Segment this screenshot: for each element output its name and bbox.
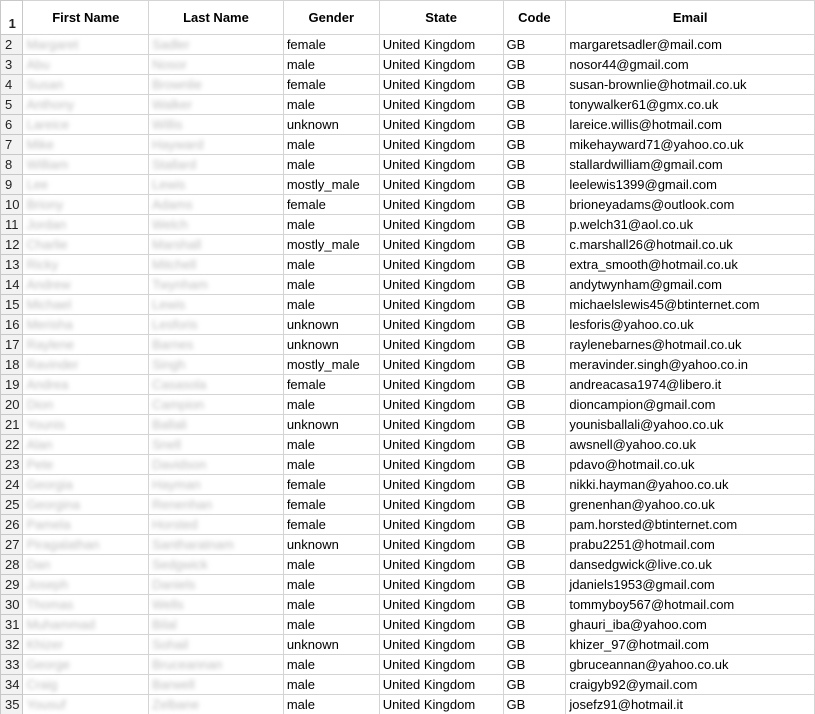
table-row <box>1 395 815 415</box>
cell-first-name[interactable]: Lee <box>23 175 149 195</box>
cell-state[interactable]: United Kingdom <box>379 415 503 435</box>
table-row <box>1 275 815 295</box>
cell-code[interactable]: GB <box>503 555 566 575</box>
column-header-last-name[interactable]: Last Name <box>149 1 284 35</box>
cell-code[interactable]: GB <box>503 35 566 55</box>
row-header[interactable]: 29 <box>1 575 23 595</box>
cell-state[interactable]: United Kingdom <box>379 155 503 175</box>
table-row <box>1 455 815 475</box>
cell-gender[interactable]: female <box>283 475 379 495</box>
cell-gender[interactable]: female <box>283 495 379 515</box>
row-header[interactable]: 20 <box>1 395 23 415</box>
table-row <box>1 175 815 195</box>
cell-last-name[interactable]: Twynham <box>149 275 284 295</box>
cell-last-name[interactable]: Daniels <box>149 575 284 595</box>
cell-last-name[interactable]: Lesforis <box>149 315 284 335</box>
cell-code[interactable]: GB <box>503 295 566 315</box>
cell-gender[interactable]: female <box>283 75 379 95</box>
cell-state[interactable]: United Kingdom <box>379 55 503 75</box>
cell-state[interactable]: United Kingdom <box>379 235 503 255</box>
row-header[interactable]: 9 <box>1 175 23 195</box>
cell-gender[interactable]: male <box>283 275 379 295</box>
cell-gender[interactable]: male <box>283 395 379 415</box>
cell-email[interactable]: susan-brownlie@hotmail.co.uk <box>566 75 815 95</box>
row-header[interactable]: 32 <box>1 635 23 655</box>
cell-state[interactable]: United Kingdom <box>379 175 503 195</box>
cell-email[interactable]: dioncampion@gmail.com <box>566 395 815 415</box>
cell-first-name[interactable]: Lareice <box>23 115 149 135</box>
cell-state[interactable]: United Kingdom <box>379 615 503 635</box>
cell-last-name[interactable]: Willis <box>149 115 284 135</box>
cell-last-name[interactable]: Zelbane <box>149 695 284 714</box>
cell-email[interactable]: gbruceannan@yahoo.co.uk <box>566 655 815 675</box>
cell-email[interactable]: meravinder.singh@yahoo.co.in <box>566 355 815 375</box>
cell-last-name[interactable]: Lewis <box>149 175 284 195</box>
table-row <box>1 535 815 555</box>
cell-last-name[interactable]: Sedgwick <box>149 555 284 575</box>
cell-code[interactable]: GB <box>503 515 566 535</box>
cell-code[interactable]: GB <box>503 375 566 395</box>
table-row <box>1 555 815 575</box>
cell-first-name[interactable]: Merisha <box>23 315 149 335</box>
cell-code[interactable]: GB <box>503 55 566 75</box>
cell-state[interactable]: United Kingdom <box>379 515 503 535</box>
cell-gender[interactable]: male <box>283 695 379 714</box>
row-header[interactable]: 4 <box>1 75 23 95</box>
row-header[interactable]: 8 <box>1 155 23 175</box>
cell-email[interactable]: ghauri_iba@yahoo.com <box>566 615 815 635</box>
cell-last-name[interactable]: Snell <box>149 435 284 455</box>
cell-first-name[interactable]: Muhammad <box>23 615 149 635</box>
cell-gender[interactable]: female <box>283 515 379 535</box>
cell-code[interactable]: GB <box>503 155 566 175</box>
cell-last-name[interactable]: Bilal <box>149 615 284 635</box>
row-header[interactable]: 14 <box>1 275 23 295</box>
cell-first-name[interactable]: Thomas <box>23 595 149 615</box>
table-row <box>1 235 815 255</box>
row-header[interactable]: 7 <box>1 135 23 155</box>
cell-state[interactable]: United Kingdom <box>379 575 503 595</box>
cell-code[interactable]: GB <box>503 435 566 455</box>
row-header[interactable]: 11 <box>1 215 23 235</box>
cell-state[interactable]: United Kingdom <box>379 95 503 115</box>
table-row <box>1 655 815 675</box>
cell-code[interactable]: GB <box>503 635 566 655</box>
row-header[interactable]: 24 <box>1 475 23 495</box>
table-row <box>1 75 815 95</box>
cell-last-name[interactable]: Campion <box>149 395 284 415</box>
cell-gender[interactable]: unknown <box>283 115 379 135</box>
cell-first-name[interactable]: Younis <box>23 415 149 435</box>
cell-state[interactable]: United Kingdom <box>379 635 503 655</box>
row-header[interactable]: 23 <box>1 455 23 475</box>
cell-last-name[interactable]: Walker <box>149 95 284 115</box>
cell-code[interactable]: GB <box>503 615 566 635</box>
column-header-gender[interactable]: Gender <box>283 1 379 35</box>
row-header[interactable]: 34 <box>1 675 23 695</box>
cell-state[interactable]: United Kingdom <box>379 75 503 95</box>
cell-email[interactable]: younisballali@yahoo.co.uk <box>566 415 815 435</box>
column-header-first-name[interactable]: First Name <box>23 1 149 35</box>
column-header-email[interactable]: Email <box>566 1 815 35</box>
table-row <box>1 695 815 714</box>
cell-gender[interactable]: male <box>283 435 379 455</box>
cell-state[interactable]: United Kingdom <box>379 115 503 135</box>
cell-last-name[interactable]: Casasola <box>149 375 284 395</box>
cell-state[interactable]: United Kingdom <box>379 495 503 515</box>
cell-gender[interactable]: male <box>283 575 379 595</box>
row-header[interactable]: 18 <box>1 355 23 375</box>
row-header[interactable]: 28 <box>1 555 23 575</box>
cell-last-name[interactable]: Hayman <box>149 475 284 495</box>
cell-code[interactable]: GB <box>503 655 566 675</box>
row-header[interactable]: 25 <box>1 495 23 515</box>
table-row <box>1 335 815 355</box>
cell-state[interactable]: United Kingdom <box>379 195 503 215</box>
cell-last-name[interactable]: Marshall <box>149 235 284 255</box>
cell-first-name[interactable]: Raylene <box>23 335 149 355</box>
table-row <box>1 55 815 75</box>
cell-last-name[interactable]: Ballali <box>149 415 284 435</box>
table-row <box>1 355 815 375</box>
cell-code[interactable]: GB <box>503 315 566 335</box>
table-row <box>1 415 815 435</box>
cell-code[interactable]: GB <box>503 675 566 695</box>
table-row <box>1 255 815 275</box>
cell-first-name[interactable]: Margaret <box>23 35 149 55</box>
cell-last-name[interactable]: Sohail <box>149 635 284 655</box>
cell-last-name[interactable]: Nosor <box>149 55 284 75</box>
cell-code[interactable]: GB <box>503 275 566 295</box>
cell-first-name[interactable]: Pete <box>23 455 149 475</box>
cell-code[interactable]: GB <box>503 235 566 255</box>
row-header[interactable]: 1 <box>1 1 23 35</box>
cell-gender[interactable]: male <box>283 555 379 575</box>
row-header[interactable]: 22 <box>1 435 23 455</box>
cell-first-name[interactable]: Andrea <box>23 375 149 395</box>
row-header[interactable]: 17 <box>1 335 23 355</box>
cell-first-name[interactable]: Georgina <box>23 495 149 515</box>
cell-gender[interactable]: male <box>283 595 379 615</box>
cell-gender[interactable]: mostly_male <box>283 235 379 255</box>
cell-first-name[interactable]: Michael <box>23 295 149 315</box>
cell-code[interactable]: GB <box>503 455 566 475</box>
cell-first-name[interactable]: Briony <box>23 195 149 215</box>
row-header[interactable]: 16 <box>1 315 23 335</box>
cell-code[interactable]: GB <box>503 115 566 135</box>
cell-state[interactable]: United Kingdom <box>379 395 503 415</box>
cell-email[interactable]: raylenebarnes@hotmail.co.uk <box>566 335 815 355</box>
cell-email[interactable]: margaretsadler@mail.com <box>566 35 815 55</box>
cell-last-name[interactable]: Adams <box>149 195 284 215</box>
cell-state[interactable]: United Kingdom <box>379 255 503 275</box>
table-row <box>1 575 815 595</box>
table-row <box>1 115 815 135</box>
cell-state[interactable]: United Kingdom <box>379 375 503 395</box>
cell-state[interactable]: United Kingdom <box>379 335 503 355</box>
cell-email[interactable]: stallardwilliam@gmail.com <box>566 155 815 175</box>
cell-state[interactable]: United Kingdom <box>379 535 503 555</box>
cell-state[interactable]: United Kingdom <box>379 595 503 615</box>
table-row <box>1 295 815 315</box>
table-row <box>1 375 815 395</box>
cell-gender[interactable]: female <box>283 35 379 55</box>
cell-first-name[interactable]: Yousuf <box>23 695 149 714</box>
header-row <box>1 1 815 35</box>
cell-email[interactable]: pdavo@hotmail.co.uk <box>566 455 815 475</box>
cell-gender[interactable]: male <box>283 95 379 115</box>
table-row <box>1 135 815 155</box>
cell-code[interactable]: GB <box>503 215 566 235</box>
cell-code[interactable]: GB <box>503 255 566 275</box>
cell-email[interactable]: p.welch31@aol.co.uk <box>566 215 815 235</box>
cell-email[interactable]: nosor44@gmail.com <box>566 55 815 75</box>
cell-first-name[interactable]: Abu <box>23 55 149 75</box>
cell-gender[interactable]: male <box>283 255 379 275</box>
table-row <box>1 435 815 455</box>
row-header[interactable]: 12 <box>1 235 23 255</box>
row-header[interactable]: 13 <box>1 255 23 275</box>
cell-gender[interactable]: male <box>283 295 379 315</box>
cell-last-name[interactable]: Mitchell <box>149 255 284 275</box>
cell-email[interactable]: mikehayward71@yahoo.co.uk <box>566 135 815 155</box>
cell-gender[interactable]: unknown <box>283 415 379 435</box>
cell-state[interactable]: United Kingdom <box>379 695 503 714</box>
cell-email[interactable]: nikki.hayman@yahoo.co.uk <box>566 475 815 495</box>
cell-email[interactable]: extra_smooth@hotmail.co.uk <box>566 255 815 275</box>
table-row <box>1 595 815 615</box>
cell-last-name[interactable]: Stallard <box>149 155 284 175</box>
cell-gender[interactable]: mostly_male <box>283 355 379 375</box>
cell-first-name[interactable]: George <box>23 655 149 675</box>
cell-gender[interactable]: male <box>283 655 379 675</box>
cell-last-name[interactable]: Lewis <box>149 295 284 315</box>
cell-first-name[interactable]: Pamela <box>23 515 149 535</box>
cell-state[interactable]: United Kingdom <box>379 675 503 695</box>
cell-last-name[interactable]: Renenhan <box>149 495 284 515</box>
cell-state[interactable]: United Kingdom <box>379 455 503 475</box>
row-header[interactable]: 26 <box>1 515 23 535</box>
cell-gender[interactable]: female <box>283 375 379 395</box>
row-header[interactable]: 6 <box>1 115 23 135</box>
row-header[interactable]: 35 <box>1 695 23 714</box>
cell-code[interactable]: GB <box>503 75 566 95</box>
cell-state[interactable]: United Kingdom <box>379 435 503 455</box>
cell-email[interactable]: prabu2251@hotmail.com <box>566 535 815 555</box>
cell-gender[interactable]: male <box>283 215 379 235</box>
cell-email[interactable]: awsnell@yahoo.co.uk <box>566 435 815 455</box>
cell-last-name[interactable]: Davidson <box>149 455 284 475</box>
table-row <box>1 515 815 535</box>
cell-state[interactable]: United Kingdom <box>379 35 503 55</box>
cell-code[interactable]: GB <box>503 195 566 215</box>
cell-email[interactable]: dansedgwick@live.co.uk <box>566 555 815 575</box>
table-row <box>1 475 815 495</box>
cell-gender[interactable]: unknown <box>283 635 379 655</box>
cell-code[interactable]: GB <box>503 415 566 435</box>
cell-first-name[interactable]: Jordan <box>23 215 149 235</box>
cell-first-name[interactable]: Ricky <box>23 255 149 275</box>
cell-state[interactable]: United Kingdom <box>379 275 503 295</box>
cell-email[interactable]: grenenhan@yahoo.co.uk <box>566 495 815 515</box>
cell-state[interactable]: United Kingdom <box>379 555 503 575</box>
table-row <box>1 615 815 635</box>
cell-gender[interactable]: unknown <box>283 315 379 335</box>
row-header[interactable]: 19 <box>1 375 23 395</box>
column-header-state[interactable]: State <box>379 1 503 35</box>
cell-email[interactable]: lesforis@yahoo.co.uk <box>566 315 815 335</box>
cell-email[interactable]: andreacasa1974@libero.it <box>566 375 815 395</box>
cell-email[interactable]: andytwynham@gmail.com <box>566 275 815 295</box>
cell-state[interactable]: United Kingdom <box>379 655 503 675</box>
cell-last-name[interactable]: Singh <box>149 355 284 375</box>
cell-code[interactable]: GB <box>503 595 566 615</box>
cell-code[interactable]: GB <box>503 395 566 415</box>
cell-gender[interactable]: female <box>283 195 379 215</box>
cell-code[interactable]: GB <box>503 355 566 375</box>
cell-code[interactable]: GB <box>503 95 566 115</box>
cell-last-name[interactable]: Sadler <box>149 35 284 55</box>
table-row <box>1 215 815 235</box>
row-header[interactable]: 33 <box>1 655 23 675</box>
table-row <box>1 155 815 175</box>
row-header[interactable]: 31 <box>1 615 23 635</box>
cell-gender[interactable]: male <box>283 455 379 475</box>
cell-code[interactable]: GB <box>503 535 566 555</box>
cell-last-name[interactable]: Brownlie <box>149 75 284 95</box>
grid-body <box>1 35 815 714</box>
cell-last-name[interactable]: Hayward <box>149 135 284 155</box>
cell-code[interactable]: GB <box>503 695 566 714</box>
table-row <box>1 195 815 215</box>
cell-gender[interactable]: unknown <box>283 335 379 355</box>
cell-gender[interactable]: male <box>283 155 379 175</box>
cell-last-name[interactable]: Bruceannan <box>149 655 284 675</box>
cell-first-name[interactable]: Mike <box>23 135 149 155</box>
cell-first-name[interactable]: Georgia <box>23 475 149 495</box>
cell-first-name[interactable]: Alan <box>23 435 149 455</box>
row-header[interactable]: 27 <box>1 535 23 555</box>
cell-email[interactable]: leelewis1399@gmail.com <box>566 175 815 195</box>
row-header[interactable]: 10 <box>1 195 23 215</box>
cell-gender[interactable]: male <box>283 675 379 695</box>
cell-email[interactable]: tonywalker61@gmx.co.uk <box>566 95 815 115</box>
cell-code[interactable]: GB <box>503 175 566 195</box>
cell-code[interactable]: GB <box>503 495 566 515</box>
table-row <box>1 35 815 55</box>
cell-gender[interactable]: male <box>283 135 379 155</box>
cell-last-name[interactable]: Welch <box>149 215 284 235</box>
cell-email[interactable]: pam.horsted@btinternet.com <box>566 515 815 535</box>
cell-code[interactable]: GB <box>503 475 566 495</box>
table-row <box>1 95 815 115</box>
column-header-code[interactable]: Code <box>503 1 566 35</box>
row-header[interactable]: 15 <box>1 295 23 315</box>
table-row <box>1 495 815 515</box>
cell-gender[interactable]: male <box>283 55 379 75</box>
cell-state[interactable]: United Kingdom <box>379 295 503 315</box>
cell-first-name[interactable]: Ravinder <box>23 355 149 375</box>
table-row <box>1 315 815 335</box>
row-header[interactable]: 3 <box>1 55 23 75</box>
cell-first-name[interactable]: Dan <box>23 555 149 575</box>
table-row <box>1 635 815 655</box>
cell-last-name[interactable]: Wells <box>149 595 284 615</box>
cell-first-name[interactable]: Charlie <box>23 235 149 255</box>
cell-last-name[interactable]: Santharatnam <box>149 535 284 555</box>
cell-email[interactable]: brioneyadams@outlook.com <box>566 195 815 215</box>
cell-first-name[interactable]: Andrew <box>23 275 149 295</box>
cell-email[interactable]: michaelslewis45@btinternet.com <box>566 295 815 315</box>
cell-first-name[interactable]: Joseph <box>23 575 149 595</box>
row-header[interactable]: 30 <box>1 595 23 615</box>
cell-gender[interactable]: male <box>283 615 379 635</box>
cell-first-name[interactable]: Craig <box>23 675 149 695</box>
cell-last-name[interactable]: Horsted <box>149 515 284 535</box>
cell-code[interactable]: GB <box>503 575 566 595</box>
row-header[interactable]: 2 <box>1 35 23 55</box>
cell-email[interactable]: josefz91@hotmail.it <box>566 695 815 714</box>
cell-email[interactable]: jdaniels1953@gmail.com <box>566 575 815 595</box>
cell-email[interactable]: khizer_97@hotmail.com <box>566 635 815 655</box>
cell-first-name[interactable]: Dion <box>23 395 149 415</box>
cell-gender[interactable]: unknown <box>283 535 379 555</box>
cell-code[interactable]: GB <box>503 335 566 355</box>
row-header[interactable]: 21 <box>1 415 23 435</box>
cell-first-name[interactable]: Khizer <box>23 635 149 655</box>
cell-first-name[interactable]: Piragalathan <box>23 535 149 555</box>
cell-state[interactable]: United Kingdom <box>379 355 503 375</box>
cell-gender[interactable]: mostly_male <box>283 175 379 195</box>
cell-code[interactable]: GB <box>503 135 566 155</box>
cell-email[interactable]: tommyboy567@hotmail.com <box>566 595 815 615</box>
cell-last-name[interactable]: Barwell <box>149 675 284 695</box>
cell-email[interactable]: c.marshall26@hotmail.co.uk <box>566 235 815 255</box>
cell-state[interactable]: United Kingdom <box>379 135 503 155</box>
cell-first-name[interactable]: William <box>23 155 149 175</box>
cell-email[interactable]: lareice.willis@hotmail.com <box>566 115 815 135</box>
table-row <box>1 675 815 695</box>
cell-state[interactable]: United Kingdom <box>379 315 503 335</box>
cell-first-name[interactable]: Anthony <box>23 95 149 115</box>
cell-state[interactable]: United Kingdom <box>379 475 503 495</box>
row-header[interactable]: 5 <box>1 95 23 115</box>
cell-email[interactable]: craigyb92@ymail.com <box>566 675 815 695</box>
cell-first-name[interactable]: Susan <box>23 75 149 95</box>
cell-state[interactable]: United Kingdom <box>379 215 503 235</box>
cell-last-name[interactable]: Barnes <box>149 335 284 355</box>
